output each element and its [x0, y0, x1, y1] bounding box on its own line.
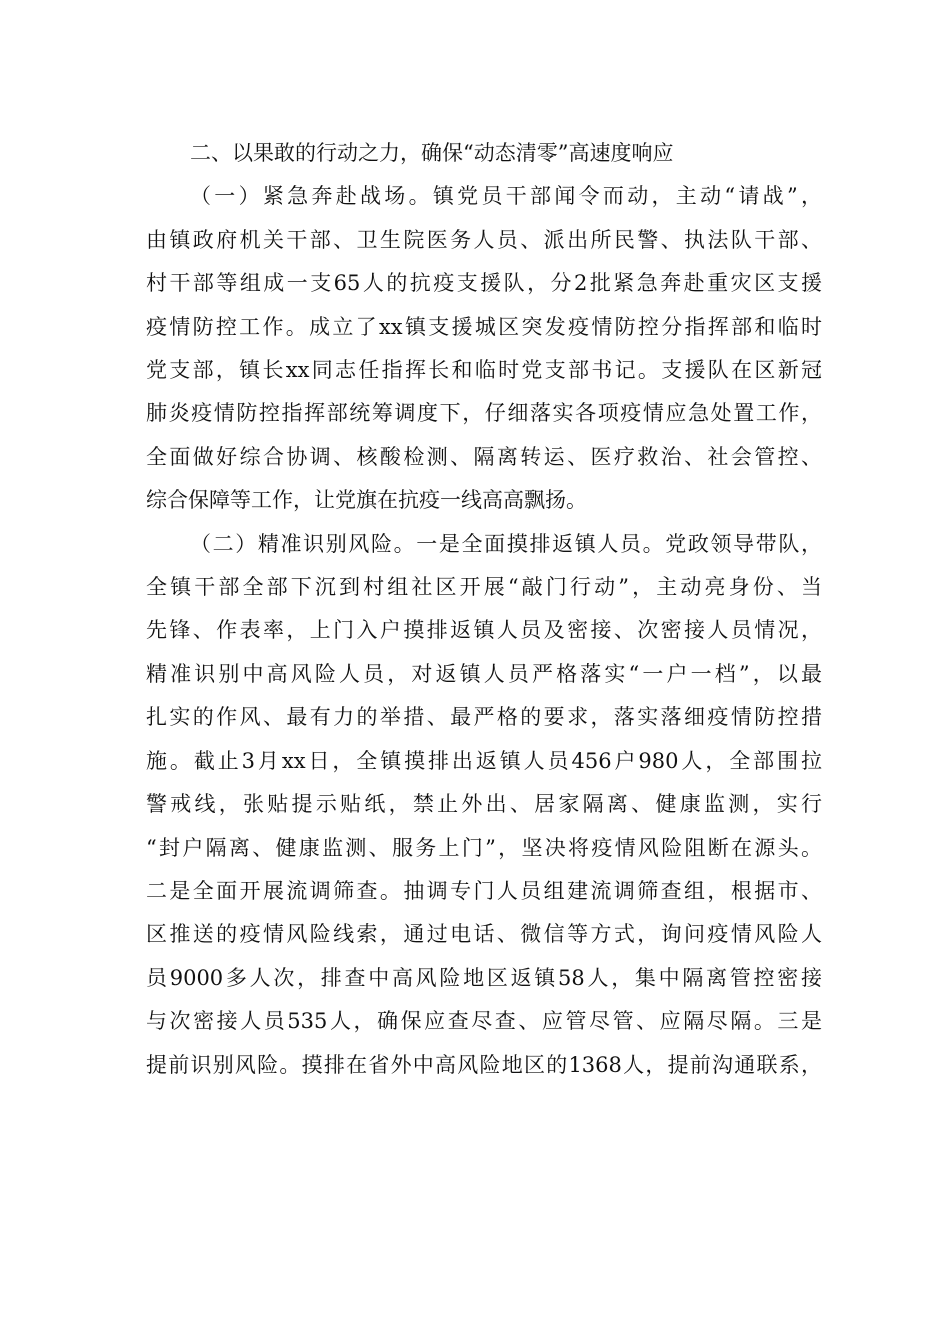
paragraph-risk-identification: [146, 523, 822, 1087]
text-line: 精准识别中高风险人员，对返镇人员严格落实“一户一档”，以最: [146, 661, 822, 686]
text-line: 由镇政府机关干部、卫生院医务人员、派出所民警、执法队干部、: [146, 227, 822, 252]
paragraph-emergency-support: [146, 175, 822, 522]
text-line: 与次密接人员535人，确保应查尽查、应管尽管、应隔尽隔。三是: [146, 1009, 822, 1034]
text-line: 二是全面开展流调筛查。抽调专门人员组建流调筛查组，根据市、: [146, 878, 822, 903]
text-line: 综合保障等工作，让党旗在抗疫一线高高飘扬。: [146, 488, 587, 513]
text-line: “封户隔离、健康监测、服务上门”，坚决将疫情风险阻断在源头。: [146, 835, 822, 860]
section-heading: 二、以果敢的行动之力，确保“动态清零”高速度响应: [190, 141, 674, 165]
text-line: 区推送的疫情风险线索，通过电话、微信等方式，询问疫情风险人: [146, 922, 822, 947]
text-line: 全镇干部全部下沉到村组社区开展“敲门行动”，主动亮身份、当: [146, 575, 822, 600]
text-line: 扎实的作风、最有力的举措、最严格的要求，落实落细疫情防控措: [146, 705, 822, 730]
text-line: 全面做好综合协调、核酸检测、隔离转运、医疗救治、社会管控、: [146, 444, 822, 469]
text-line: 肺炎疫情防控指挥部统筹调度下，仔细落实各项疫情应急处置工作，: [146, 401, 822, 426]
text-line: （一）紧急奔赴战场。镇党员干部闻令而动，主动“请战”，: [190, 184, 822, 209]
text-line: 员9000多人次，排查中高风险地区返镇58人，集中隔离管控密接: [146, 965, 822, 990]
text-line: 警戒线，张贴提示贴纸，禁止外出、居家隔离、健康监测，实行: [146, 792, 822, 817]
text-line: （二）精准识别风险。一是全面摸排返镇人员。党政领导带队，: [190, 531, 822, 556]
text-line: 提前识别风险。摸排在省外中高风险地区的1368人，提前沟通联系，: [146, 1052, 822, 1077]
document-body: [146, 132, 822, 1087]
text-line: 施。截止3月xx日，全镇摸排出返镇人员456户980人，全部围拉: [146, 748, 822, 773]
text-line: 党支部，镇长xx同志任指挥长和临时党支部书记。支援队在区新冠: [146, 358, 822, 383]
text-line: 疫情防控工作。成立了xx镇支援城区突发疫情防控分指挥部和临时: [146, 314, 822, 339]
text-line: 村干部等组成一支65人的抗疫支援队，分2批紧急奔赴重灾区支援: [146, 271, 822, 296]
text-line: 先锋、作表率，上门入户摸排返镇人员及密接、次密接人员情况，: [146, 618, 822, 643]
